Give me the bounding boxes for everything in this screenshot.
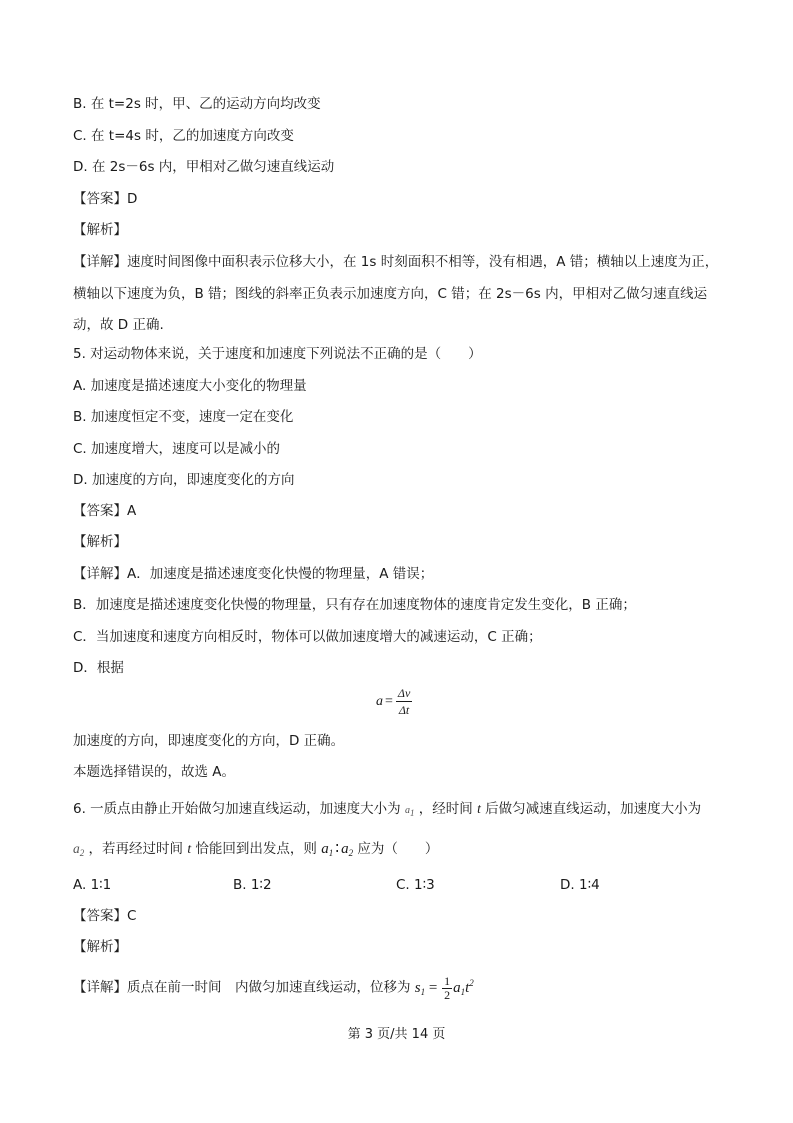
q6-a2-letter: a [73, 841, 80, 856]
q6-option-a: A. 1∶1 [73, 877, 112, 893]
q4-detail-line-1: 【详解】速度时间图像中面积表示位移大小，在 1s 时刻面积不相等，没有相遇，A 错；横轴以上速度为正， [73, 254, 719, 270]
q6-s1-a: a [453, 980, 461, 996]
q6-ratio-sub2: 2 [348, 848, 354, 858]
q5-answer: 【答案】A [73, 503, 137, 519]
q6-stem-1a: 6. 一质点由静止开始做匀加速直线运动，加速度大小为 [73, 801, 401, 817]
formula-equals: = [385, 693, 393, 709]
q4-detail-line-2: 横轴以下速度为负，B 错；图线的斜率正负表示加速度方向，C 错；在 2s－6s 内，甲相对乙做匀速直线运 [73, 286, 708, 302]
q6-s1-a-sub: 1 [460, 987, 466, 997]
q6-stem-2a: ，若再经过时间 [88, 841, 184, 857]
q5-detail-after-formula: 加速度的方向，即速度变化的方向，D 正确。 [73, 733, 345, 749]
q6-stem-1b: ，经时间 [418, 801, 473, 817]
q6-analysis-label: 【解析】 [73, 939, 127, 955]
q5-conclusion: 本题选择错误的，故选 A。 [73, 764, 236, 780]
q5-detail-d: D．根据 [73, 660, 124, 676]
formula-fraction [396, 686, 412, 717]
q6-half-numerator: 1 [444, 974, 451, 989]
formula-a: a [376, 693, 383, 709]
q5-analysis-label: 【解析】 [73, 534, 127, 550]
q6-half-denominator: 2 [444, 988, 451, 1003]
q6-answer: 【答案】C [73, 908, 137, 924]
q6-stem-line-2 [73, 840, 438, 862]
q5-detail-c: C．当加速度和速度方向相反时，物体可以做加速度增大的减速运动，C 正确； [73, 629, 542, 645]
q6-ratio-colon: ∶ [335, 841, 340, 857]
q5-detail-a: 【详解】A．加速度是描述速度变化快慢的物理量，A 错误； [73, 566, 434, 582]
q6-detail-text: 【详解】质点在前一时间 内做匀加速直线运动，位移为 [73, 979, 411, 996]
formula-numerator: Δv [397, 686, 411, 700]
q6-s1-subscript: 1 [420, 987, 426, 997]
q4-detail-line-3: 动，故 D 正确. [73, 317, 164, 333]
q6-s1-t: t [465, 980, 470, 996]
q6-s1-letter: s [414, 980, 421, 996]
q5-stem: 5. 对运动物体来说，关于速度和加速度下列说法不正确的是（ ） [73, 346, 482, 362]
q6-option-d: D. 1∶4 [560, 877, 600, 893]
q6-ratio-expression [321, 841, 353, 857]
q6-a2-symbol [73, 841, 84, 856]
q4-option-d: D. 在 2s－6s 内，甲相对乙做匀速直线运动 [73, 159, 335, 175]
q6-detail [73, 968, 474, 1007]
q5-option-d: D. 加速度的方向，即速度变化的方向 [73, 472, 295, 488]
q6-a1-subscript: 1 [409, 808, 415, 818]
q6-stem-line-1 [73, 800, 701, 822]
q5-option-a: A. 加速度是描述速度大小变化的物理量 [73, 378, 307, 394]
q6-s1-equals: = [428, 980, 438, 996]
q6-stem-2b: 恰能回到出发点，则 [195, 841, 317, 857]
q6-stem-2c: 应为（ ） [357, 841, 439, 857]
page-footer: 第 3 页/共 14 页 [347, 1027, 446, 1042]
q6-a1-letter: a [404, 805, 410, 816]
q6-s1-t-sup: 2 [469, 978, 474, 988]
q6-option-c: C. 1∶3 [396, 877, 435, 893]
q6-half-fraction [442, 975, 452, 1002]
q6-a1-symbol [405, 805, 415, 816]
q4-option-c: C. 在 t=4s 时，乙的加速度方向改变 [73, 128, 294, 144]
q6-stem-1c: 后做匀减速直线运动，加速度大小为 [485, 801, 702, 817]
q4-analysis-label: 【解析】 [73, 222, 127, 238]
q4-answer: 【答案】D [73, 191, 138, 207]
q6-option-b: B. 1∶2 [233, 877, 272, 893]
q6-t-symbol: t [477, 801, 481, 816]
q6-ratio-a1: a [321, 841, 329, 857]
q6-s1-formula [414, 974, 474, 1003]
q6-ratio-a2: a [341, 841, 349, 857]
q5-option-c: C. 加速度增大，速度可以是减小的 [73, 441, 281, 457]
q5-detail-b: B．加速度是描述速度变化快慢的物理量，只有存在加速度物体的速度肯定发生变化，B 正确； [73, 597, 636, 613]
q6-ratio-sub1: 1 [328, 848, 334, 858]
q6-t-symbol-2: t [187, 841, 192, 856]
acceleration-formula [376, 686, 412, 717]
q6-a2-subscript: 2 [79, 848, 85, 858]
formula-denominator: Δt [398, 703, 410, 717]
q5-option-b: B. 加速度恒定不变，速度一定在变化 [73, 409, 294, 425]
q4-option-b: B. 在 t=2s 时，甲、乙的运动方向均改变 [73, 96, 321, 112]
